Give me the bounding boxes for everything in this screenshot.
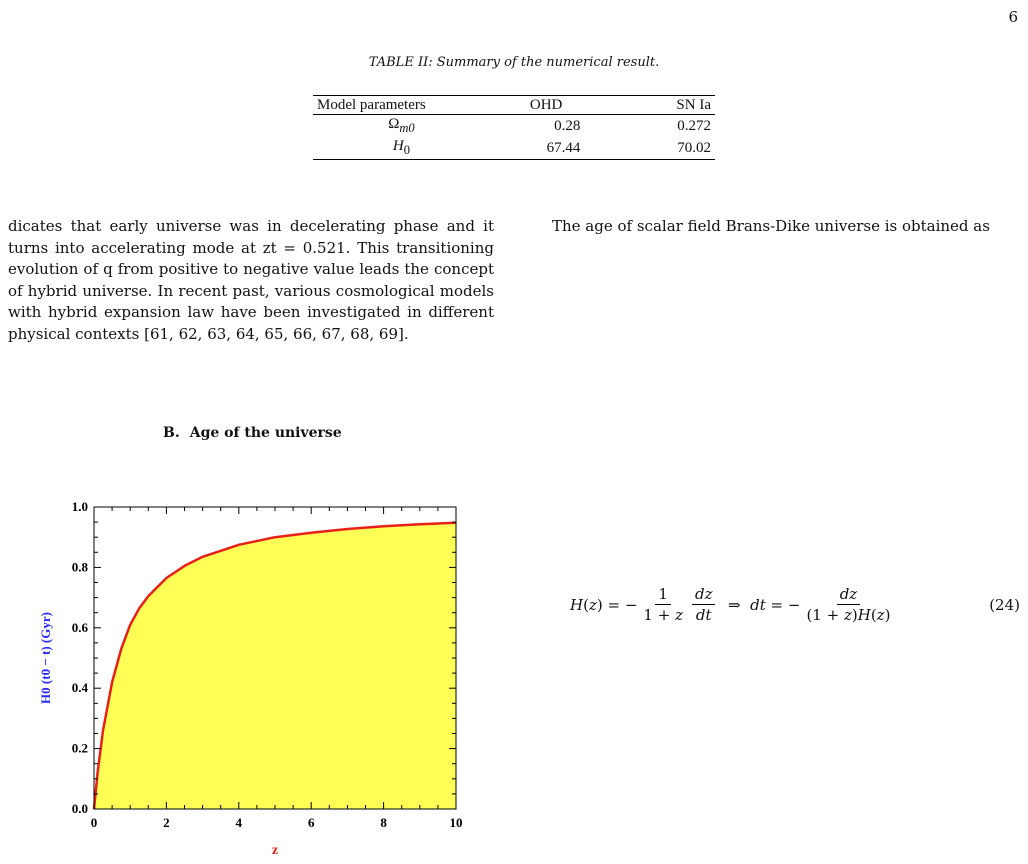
- y-tick-label: 0.2: [71, 740, 88, 756]
- param-h-symbol: H: [392, 138, 404, 154]
- equation-body: [570, 584, 896, 625]
- y-tick-label: 0.4: [71, 680, 88, 696]
- x-tick-label: 8: [380, 815, 387, 830]
- param-h0: [313, 137, 490, 160]
- eq-frac-dz: $\frac{dz}{(1 + z)H(z)}$: [806, 585, 891, 624]
- eq-equals-2: = −: [765, 595, 801, 614]
- eq-dt: dt: [750, 595, 766, 614]
- y-tick-label: 1.0: [71, 499, 88, 514]
- cell-snia-omega: 0.272: [677, 118, 711, 134]
- eq-z-paren: (z): [583, 595, 603, 614]
- section-heading: [163, 425, 342, 441]
- header-ohd: OHD: [529, 97, 563, 113]
- age-figure: [30, 495, 480, 864]
- param-omega-subscript: m0: [399, 121, 415, 135]
- page-number: 6: [1008, 8, 1018, 26]
- x-axis-label: z: [271, 843, 279, 858]
- eq-hz: H: [570, 595, 584, 614]
- eq-implies: ⇒: [718, 595, 751, 614]
- cell-ohd-h0: 67.44: [546, 140, 581, 156]
- x-tick-label: 6: [307, 815, 315, 830]
- table-row: [313, 115, 715, 138]
- x-tick-label: 4: [235, 815, 243, 830]
- param-omega-symbol: Ω: [388, 116, 400, 132]
- eq-frac-one-over: $\frac{1}{1 + z}$: [643, 585, 683, 624]
- section-title: Age of the universe: [189, 425, 342, 441]
- header-model-parameters: Model parameters: [317, 97, 426, 113]
- y-axis-label: H0 (t0 − t) (Gyr): [38, 612, 53, 704]
- header-sn-ia: SN Ia: [676, 97, 711, 113]
- section-number: B.: [163, 425, 180, 441]
- y-tick-label: 0.6: [71, 619, 88, 635]
- results-table: [313, 95, 715, 160]
- cell-ohd-omega: 0.28: [554, 118, 581, 134]
- left-paragraph: dicates that early universe was in decelerating phase and it turns into accelerating mode at zt = 0.521. This transitioning evolution of q from positive to negative value leads the concept of hybrid universe. In recent past, various cosmological models with hybrid expansion law have been investigated in different physical contexts [61, 62, 63, 64, 65, 66, 67, 68, 69].: [8, 217, 494, 343]
- x-tick-label: 0: [90, 815, 98, 830]
- x-tick-label: 2: [163, 815, 170, 830]
- eq-frac-dz-dt: $\frac{dz}{dt}$: [692, 584, 716, 625]
- table-header-row: [313, 96, 715, 115]
- table-caption: TABLE II: Summary of the numerical result.: [368, 55, 660, 70]
- left-column: [8, 216, 494, 345]
- cell-snia-h0: 70.02: [677, 140, 711, 156]
- right-column: [530, 216, 1018, 238]
- age-chart: [30, 495, 480, 860]
- equation-24: [570, 572, 1020, 632]
- param-h-subscript: 0: [403, 143, 410, 157]
- equation-number: (24): [989, 596, 1020, 614]
- y-tick-label: 0.8: [71, 559, 88, 575]
- param-omega-m0: [313, 115, 490, 138]
- eq-equals: = −: [602, 595, 638, 614]
- y-tick-label: 0.0: [71, 801, 88, 816]
- area-fill: [94, 523, 456, 809]
- right-paragraph: The age of scalar field Brans-Dike universe is obtained as: [552, 217, 990, 235]
- x-tick-label: 10: [449, 815, 463, 830]
- table-row: [313, 137, 715, 160]
